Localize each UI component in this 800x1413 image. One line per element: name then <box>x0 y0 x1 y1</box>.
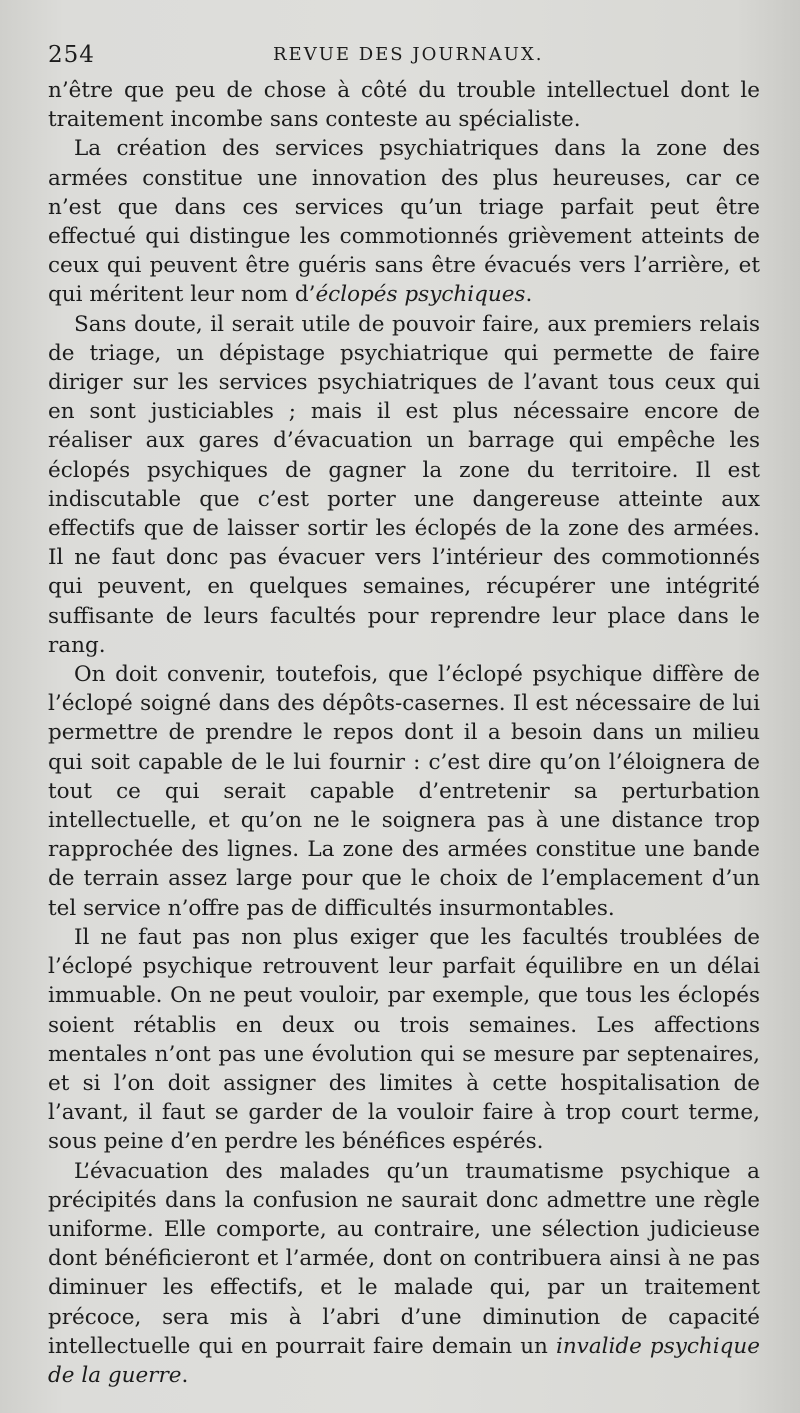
paragraph-text: n’être que peu de chose à côté du trouble intellectuel dont le traitement incombe sans conteste au spécialiste. <box>48 78 760 133</box>
running-header <box>48 36 760 76</box>
paragraph-3 <box>48 310 760 660</box>
paragraph-text: Sans doute, il serait utile de pouvoir faire, aux premiers relais de triage, un dépistage psychiatrique qui permette de faire diriger sur les services psychiatriques de l’avant tous ceux qui en sont justiciables ; mais il est plus nécessaire encore de réaliser aux gares d’évacuation un barrage qui empêche les éclopés psychiques de gagner la zone du territoire. Il est indiscutable que c’est porter une dangereuse atteinte aux effectifs que de laisser sortir les éclopés de la zone des armées. Il ne faut donc pas évacuer vers l’intérieur des commotionnés qui peuvent, en quelques semaines, récupérer une intégrité suffisante de leurs facultés pour reprendre leur place dans le rang. <box>48 311 760 658</box>
paragraph-6 <box>48 1157 760 1391</box>
paragraph-text: . <box>525 282 533 308</box>
paragraph-text: Il ne faut pas non plus exiger que les facultés troublées de l’éclopé psychique retrouvent leur parfait équilibre en un délai immuable. On ne peut vouloir, par exemple, que tous les éclopés soient rétablis en deux ou trois semaines. Les affections mentales n’ont pas une évolution qui se mesure par septenaires, et si l’on doit assigner des limites à cette hospitalisation de l’avant, il faut se garder de la vouloir faire à trop court terme, sous peine d’en perdre les bénéfices espérés. <box>48 924 760 1155</box>
paragraph-2 <box>48 134 760 309</box>
paragraph-text: On doit convenir, toutefois, que l’éclopé psychique diffère de l’éclopé soigné dans des dépôts-casernes. Il est nécessaire de lui permettre de prendre le repos dont il a besoin dans un milieu qui soit capable de le lui fournir : c’est dire qu’on l’éloignera de tout ce qui serait capable d’entretenir sa perturbation intellectuelle, et qu’on ne le soignera pas à une distance trop rapprochée des lignes. La zone des armées constitue une bande de terrain assez large pour que le choix de l’emplacement d’un tel service n’offre pas de difficultés insurmontables. <box>48 662 760 921</box>
paragraph-text: . <box>181 1362 189 1388</box>
running-title: REVUE DES JOURNAUX. <box>273 44 544 65</box>
page-number: 254 <box>48 42 95 68</box>
paragraph-text: L’évacuation des malades qu’un traumatisme psychique a précipités dans la confusion ne saurait donc admettre une règle uniforme. Elle comporte, au contraire, une sélection judicieuse dont bénéficieront et l’armée, dont on contribuera ainsi à ne pas diminuer les effectifs, et le malade qui, par un traitement précoce, sera mis à l’abri d’une diminution de capacité intellectuelle qui en pourrait faire demain un <box>48 1158 760 1359</box>
paragraph-text: La création des services psychiatriques dans la zone des armées constitue une innovation des plus heureuses, car ce n’est que dans ces services qu’un triage parfait peut être effectué qui distingue les commotionnés grièvement atteints de ceux qui peuvent être guéris sans être évacués vers l’arrière, et qui méritent leur nom d’ <box>48 136 760 308</box>
italic-term: éclopés psychiques <box>315 282 526 308</box>
paragraph-4 <box>48 660 760 923</box>
italic-term: invalide psychique de la guerre <box>48 1333 760 1388</box>
paragraph-1 <box>48 76 760 134</box>
article-body <box>48 76 760 1390</box>
paragraph-5 <box>48 923 760 1157</box>
